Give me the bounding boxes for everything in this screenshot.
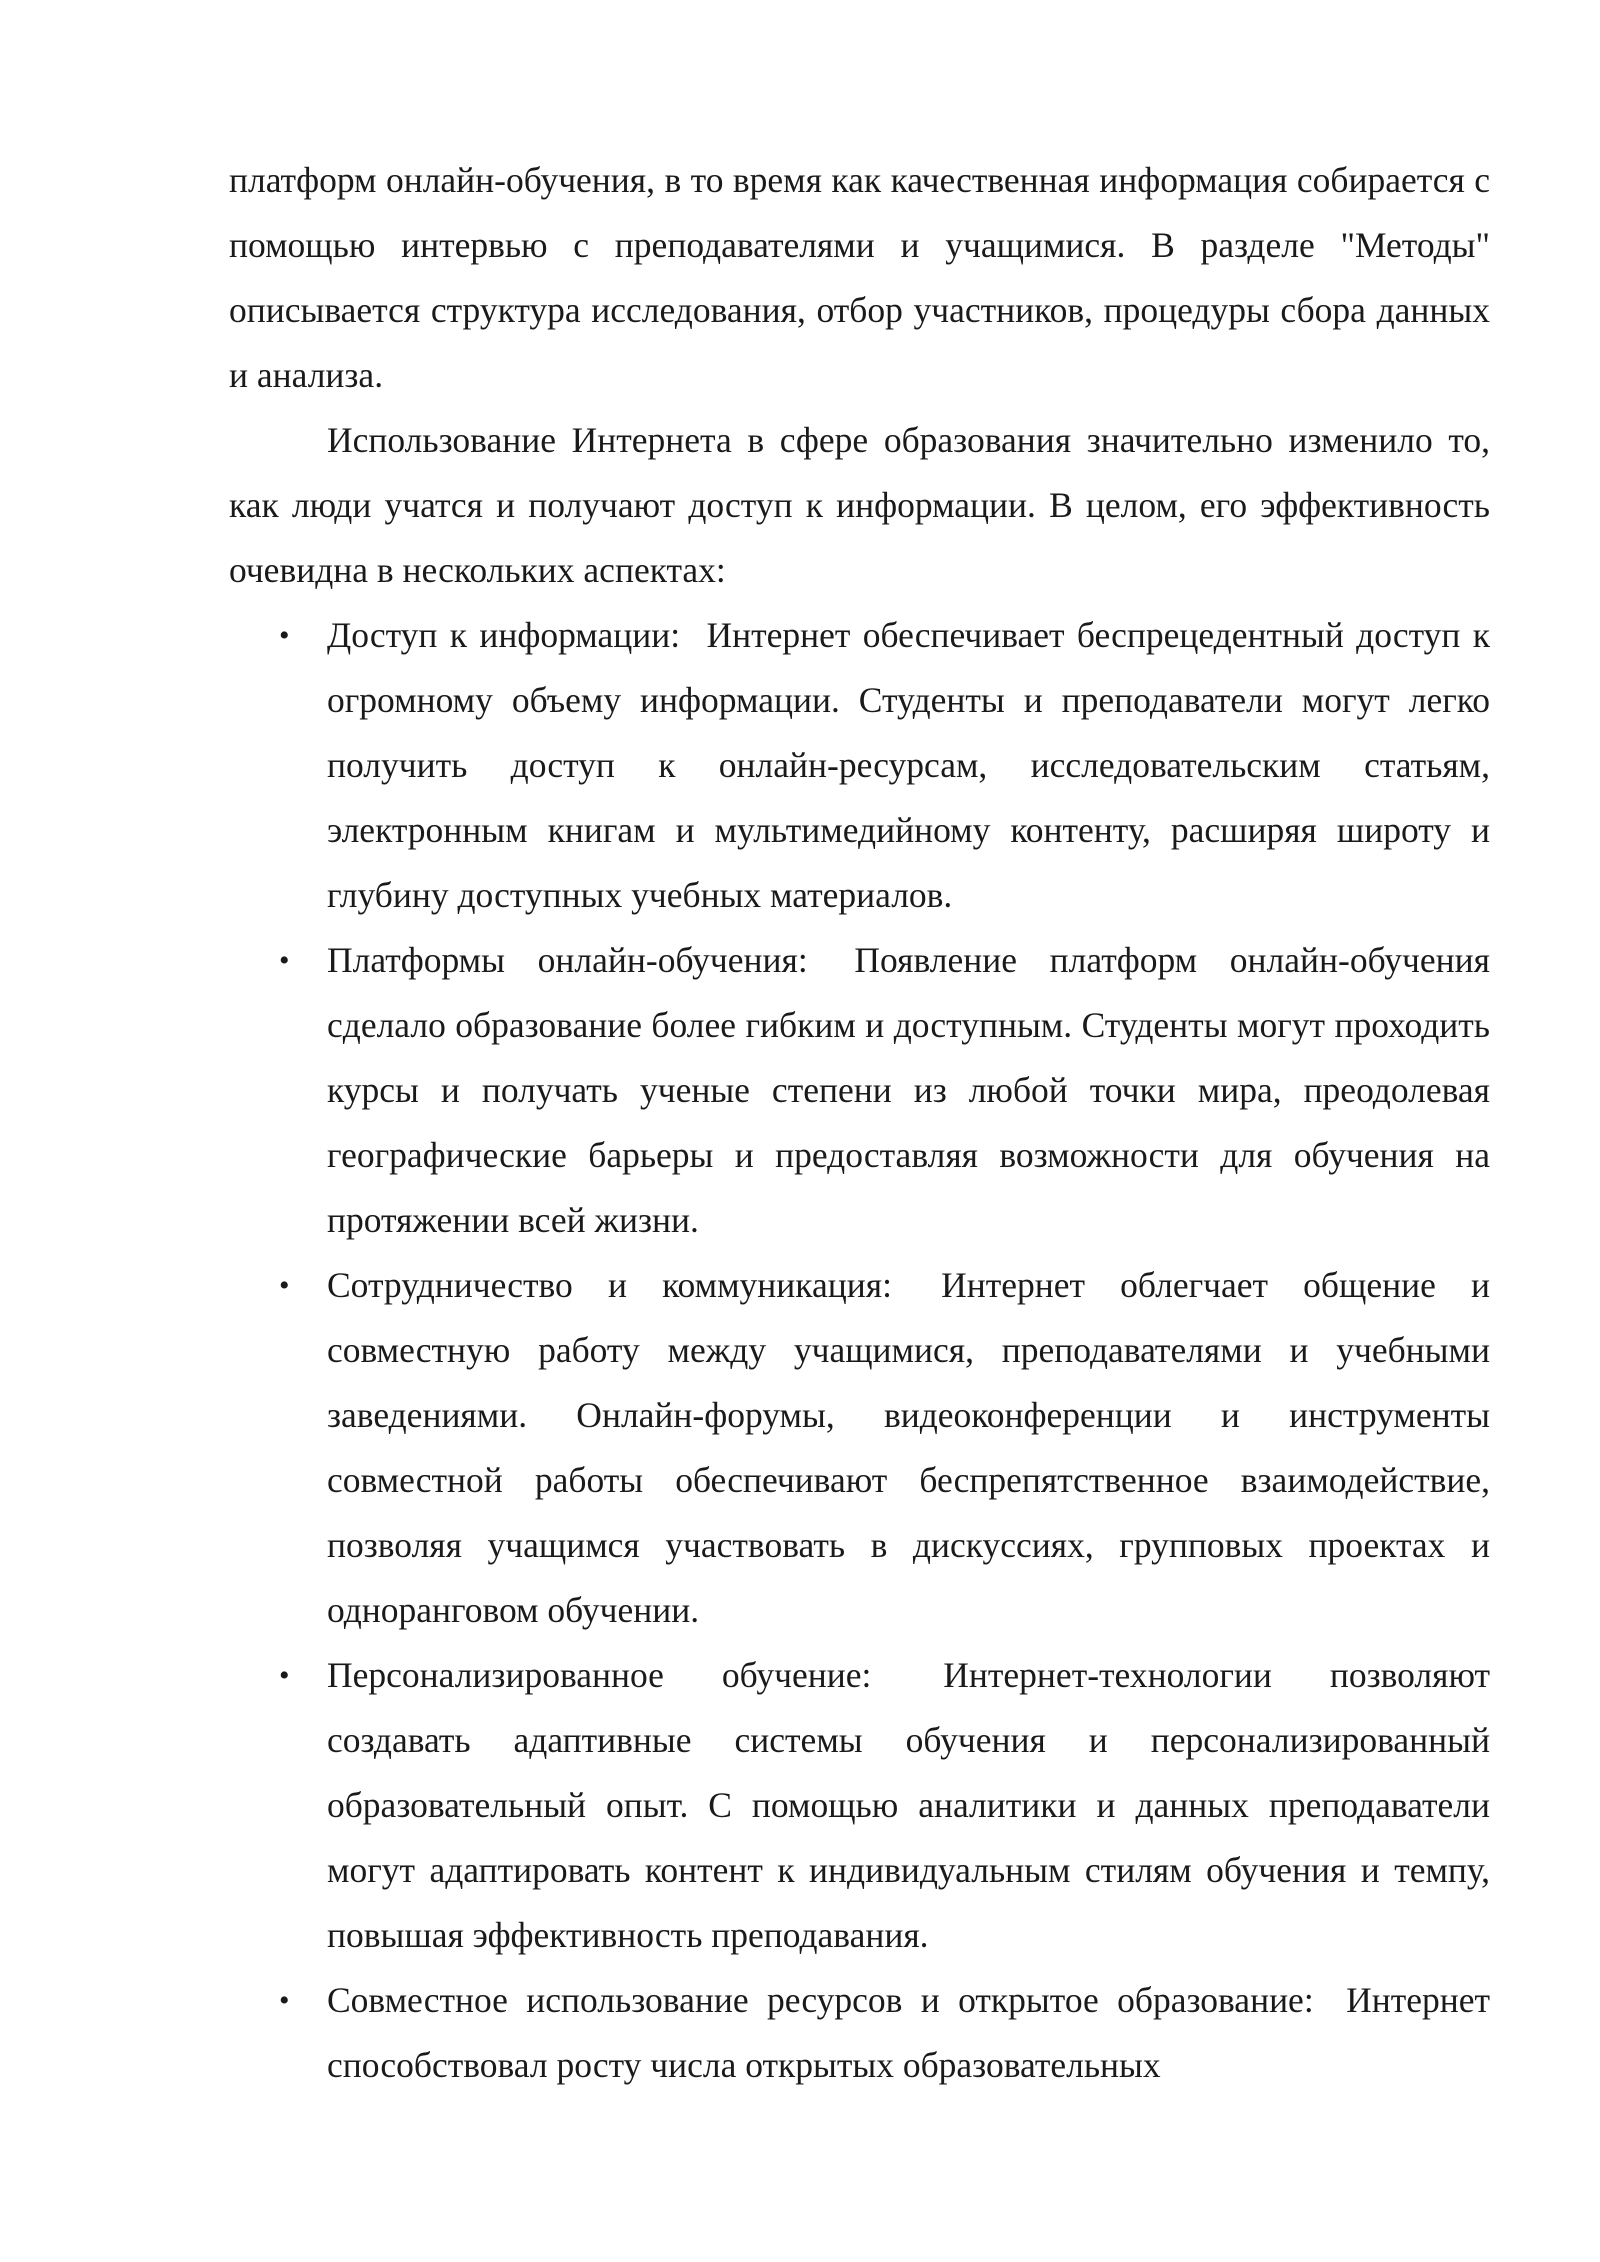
list-item-heading: Платформы онлайн-обучения: [327, 940, 808, 980]
list-item-text: Интернет обеспечивает беспрецедентный доступ к огромному объему информации. Студенты и преподаватели могут легко получить доступ к онлайн-ресурсам, исследовательским статьям, электронным книгам и мультимедийному контенту, расширяя широту и глубину доступных учебных материалов. [327, 615, 1490, 915]
bullet-icon: • [279, 944, 290, 977]
bullet-icon: • [279, 1269, 290, 1302]
list-item-heading: Совместное использование ресурсов и открытое образование: [327, 1980, 1314, 2020]
bullet-icon: • [279, 1984, 290, 2017]
list-item-text: Интернет способствовал росту числа открытых образовательных [327, 1980, 1490, 2085]
list-item-personalized-learning [229, 1643, 1490, 1968]
list-item-access-to-information [229, 603, 1490, 928]
list-item-heading: Сотрудничество и коммуникация: [327, 1265, 892, 1305]
aspects-list [229, 603, 1490, 2098]
list-item-text: Появление платформ онлайн-обучения сделало образование более гибким и доступным. Студенты могут проходить курсы и получать ученые степени из любой точки мира, преодолевая географические барьеры и предоставляя возможности для обучения на протяжении всей жизни. [327, 940, 1490, 1240]
list-item-heading: Доступ к информации: [327, 615, 681, 655]
bullet-icon: • [279, 1659, 290, 1692]
list-item-collaboration [229, 1253, 1490, 1643]
list-item-text: Интернет-технологии позволяют создавать адаптивные системы обучения и персонализированный образовательный опыт. С помощью аналитики и данных преподаватели могут адаптировать контент к индивидуальным стилям обучения и темпу, повышая эффективность преподавания. [327, 1655, 1491, 1955]
paragraph-methods: платформ онлайн-обучения, в то время как качественная информация собирается с помощью интервью с преподавателями и учащимися. В разделе "Методы" описывается структура исследования, отбор участников, процедуры сбора данных и анализа. [229, 160, 1490, 395]
list-item-heading: Персонализированное обучение: [327, 1655, 872, 1695]
list-item-text: Интернет облегчает общение и совместную работу между учащимися, преподавателями и учебными заведениями. Онлайн-форумы, видеоконференции и инструменты совместной работы обеспечивают беспрепятственное взаимодействие, позволяя учащимся участвовать в дискуссиях, групповых проектах и одноранговом обучении. [327, 1265, 1490, 1630]
bullet-icon: • [279, 619, 290, 652]
paragraph-internet-education: Использование Интернета в сфере образования значительно изменило то, как люди учатся и получают доступ к информации. В целом, его эффективность очевидна в нескольких аспектах: [229, 420, 1490, 590]
list-item-open-education [229, 1968, 1490, 2098]
list-item-online-learning-platforms [229, 928, 1490, 1253]
